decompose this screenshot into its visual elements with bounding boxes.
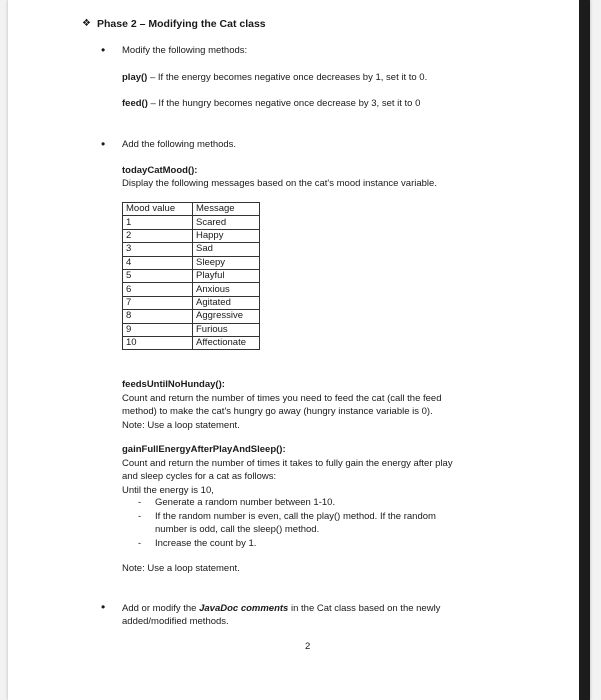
mood-value-cell: 5 [123, 269, 193, 282]
message-cell: Playful [193, 269, 260, 282]
javadoc-line-2: added/modified methods. [122, 616, 229, 627]
table-header-cell: Mood value [123, 203, 193, 216]
mood-value-cell: 10 [123, 336, 193, 349]
mood-value-cell: 8 [123, 310, 193, 323]
table-row [123, 243, 260, 256]
message-cell: Anxious [193, 283, 260, 296]
message-cell: Aggressive [193, 310, 260, 323]
mood-value-cell: 7 [123, 296, 193, 309]
mood-method-desc: Display the following messages based on the cat's mood instance variable. [122, 178, 437, 189]
feed-method-name: feed() [122, 98, 148, 109]
feeds-method-block [122, 378, 542, 432]
javadoc-line [122, 603, 440, 614]
table-header-row [123, 203, 260, 216]
message-cell: Sleepy [193, 256, 260, 269]
gain-method-name: gainFullEnergyAfterPlayAndSleep(): [122, 444, 286, 455]
play-method-name: play() [122, 72, 148, 83]
page-edge [579, 0, 590, 700]
section-heading: Phase 2 – Modifying the Cat class [97, 18, 266, 30]
page-number: 2 [305, 641, 311, 652]
message-cell: Sad [193, 243, 260, 256]
feeds-method-note: Note: Use a loop statement. [122, 419, 240, 431]
table-row [123, 310, 260, 323]
bullet-icon: • [101, 137, 106, 151]
javadoc-emphasis: JavaDoc comments [199, 603, 289, 614]
table-row [123, 269, 260, 282]
gain-method-block [122, 443, 542, 497]
javadoc-post: in the Cat class based on the newly [288, 603, 441, 614]
gain-step: Generate a random number between 1-10. [155, 497, 336, 508]
gain-method-line: Until the energy is 10, [122, 484, 214, 496]
table-row [123, 256, 260, 269]
javadoc-pre: Add or modify the [122, 603, 200, 614]
gain-step: If the random number is even, call the play() method. If the random [155, 511, 436, 522]
gain-method-note: Note: Use a loop statement. [122, 563, 240, 574]
message-cell: Furious [193, 323, 260, 336]
feed-method [122, 98, 420, 109]
table-row [123, 336, 260, 349]
table-row [123, 229, 260, 242]
gain-method-line: Count and return the number of times it takes to fully gain the energy after play [122, 457, 453, 469]
gain-step-continued: number is odd, call the sleep() method. [155, 524, 320, 535]
feeds-method-name: feedsUntilNoHunday(): [122, 379, 225, 390]
dash-icon: - [138, 538, 142, 549]
play-method [122, 72, 427, 83]
feeds-method-line: Count and return the number of times you need to feed the cat (call the feed [122, 392, 442, 404]
add-intro: Add the following methods. [122, 139, 237, 150]
dash-icon: - [138, 511, 142, 522]
mood-method-name: todayCatMood(): [122, 165, 198, 176]
bullet-icon: • [101, 43, 106, 57]
message-cell: Affectionate [193, 336, 260, 349]
modify-intro: Modify the following methods: [122, 45, 248, 56]
message-cell: Agitated [193, 296, 260, 309]
mood-value-cell: 1 [123, 216, 193, 229]
mood-value-cell: 4 [123, 256, 193, 269]
table-row [123, 296, 260, 309]
mood-value-cell: 9 [123, 323, 193, 336]
feeds-method-line: method) to make the cat's hungry go away (hungry instance variable is 0). [122, 406, 433, 417]
mood-value-cell: 3 [123, 243, 193, 256]
diamond-bullet-icon: ❖ [82, 18, 91, 29]
table-row [123, 216, 260, 229]
table-header-cell: Message [193, 203, 260, 216]
message-cell: Scared [193, 216, 260, 229]
dash-icon: - [138, 497, 142, 508]
mood-table [122, 202, 260, 350]
feed-method-desc: – If the hungry becomes negative once decrease by 3, set it to 0 [147, 98, 421, 109]
mood-value-cell: 2 [123, 229, 193, 242]
message-cell: Happy [193, 229, 260, 242]
document-page [8, 0, 590, 700]
gain-step: Increase the count by 1. [155, 538, 257, 549]
table-row [123, 323, 260, 336]
bullet-icon: • [101, 600, 106, 614]
play-method-desc: – If the energy becomes negative once decreases by 1, set it to 0. [147, 72, 428, 83]
gain-method-line: and sleep cycles for a cat as follows: [122, 471, 277, 482]
mood-value-cell: 6 [123, 283, 193, 296]
table-row [123, 283, 260, 296]
